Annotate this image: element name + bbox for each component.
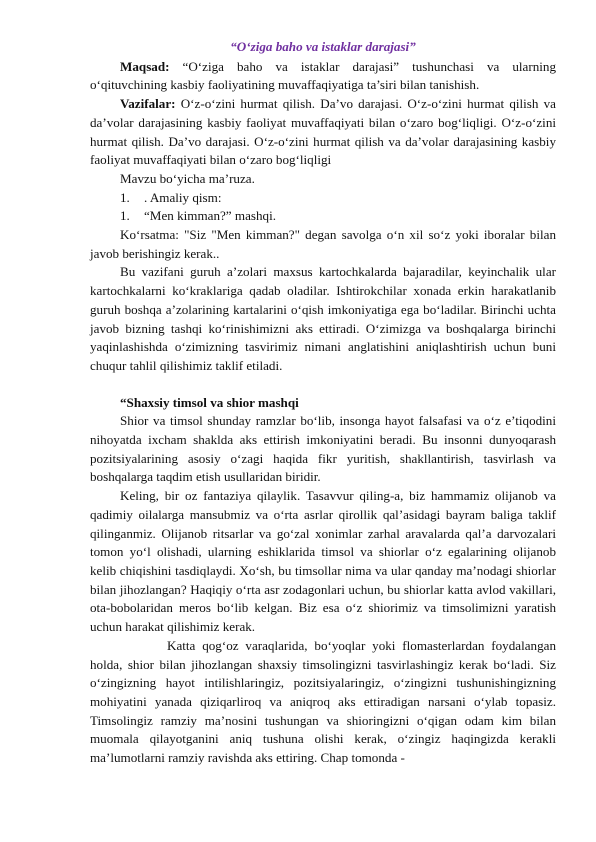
goal-label: Maqsad:	[120, 58, 170, 74]
item-number: 1.	[120, 208, 130, 224]
numbered-item	[90, 189, 556, 208]
item-text: . Amaliy qism:	[144, 189, 222, 205]
lecture-line: Mavzu bo‘yicha ma’ruza.	[120, 170, 255, 186]
fantasy-paragraph: Keling, bir oz fantaziya qilaylik. Tasavvur qiling-a, biz hammamiz olijanob va qadimiy oilalarga mansubmiz va o‘rta asrlar qirollik qal’asidagi bayram baliga taklif qilinganmiz. Olijanob ritsarlar va go‘zal xonimlar zarhal aravalarda qal’a darvozalari tomon yo‘l olishadi, ularning eshiklarida timsol va shiorlar o‘z egalarining olijanob kelib chiqishini tasdiqlaydi. Xo‘sh, bu timsollar nima va ular qanday ma’nodagi shiorlar bilan jihozlangan? Haqiqiy o‘rta asr zodagonlari uchun, bu shiorlar katta avlod vakillari, ota-bobolaridan meros bo‘lib kelgan. Biz esa o‘z shiorimiz va timsolimizni yaratish uchun harakat qilishimiz kerak.	[90, 488, 556, 635]
tasks-text: O‘z-o‘zini hurmat qilish. Da’vo darajasi. O‘z-o‘zini hurmat qilish va da’volar darajasining kasbiy faoliyat muvaffaqiyati bilan o‘zaro bog‘liqligi. O‘z-o‘zini hurmat qilish. Da’vo darajasi. O‘z-o‘zini hurmat qilish va da’volar darajasining kasbiy faoliyat muvaffaqiyati bilan o‘zaro bog‘liqligi	[90, 96, 556, 168]
instruction-paragraph: Ko‘rsatma: "Siz "Men kimman?" degan savolga o‘n xil so‘z yoki iboralar bilan javob berishingiz kerak..	[90, 227, 556, 261]
symbol-paragraph: Shior va timsol shunday ramzlar bo‘lib, insonga hayot falsafasi va o‘z e’tiqodini nihoyatda ixcham shaklda aks ettirish imkoniyatini beradi. Bu insonni dunyoqarash pozitsiyalarining asosiy o‘zagi haqida fikr yuritish, shakllantirish, tasvirlash va boshqalarga taqdim etish usullaridan biridir.	[90, 413, 556, 485]
task-description-paragraph: Bu vazifani guruh a’zolari maxsus kartochkalarda bajaradilar, keyinchalik ular kartochkalarni ko‘kraklariga qadab oladilar. Ishtirokchilar xonada erkin harakatlanib guruh boshqa a’zolarining kartalarini o‘qish imkoniyatiga ega bo‘ladilar. Birinchi uchta javob bizning tashqi ko‘rinishimizni aks ettiradi. O‘zimizga va boshqalarga birinchi yaqinlashishda o‘zimizning tasvirimiz nimani anglatishini aniqlashtirish uchun buni chuqur tahlil qilishimiz taklif etiladi.	[90, 264, 556, 373]
goal-text: “O‘ziga baho va istaklar darajasi” tushunchasi va ularning o‘qituvchining kasbiy faoliyatining muvaffaqiyatiga ta’siri bilan tanishish.	[90, 58, 556, 93]
item-number: 1.	[120, 189, 130, 205]
drawing-paragraph: Katta qog‘oz varaqlarida, bo‘yoqlar yoki flomasterlardan foydalangan holda, shior bilan jihozlangan shaxsiy timsolingizni tasvirlashingiz kerak bo‘ladi. Siz o‘zingizning hayot intilishlaringiz, pozitsiyalaringiz, o‘zingizni tushunishingizning mohiyatini yanada qiziqarliroq va aniqroq aks ettiradigan narsani o‘ylab topasiz. Timsolingiz ramziy ma’nosini tushungan va shioringizni o‘qigan odam kim bilan muomala qilayotganini aniq tushuna olishi kerak, o‘zingiz haqingizda kerakli ma’lumotlarni ramziy ravishda aks ettiring. Chap tomonda -	[90, 637, 556, 766]
paragraph-gap	[90, 376, 556, 394]
numbered-item	[90, 207, 556, 226]
section-heading: “Shaxsiy timsol va shior mashqi	[120, 394, 299, 410]
tasks-label: Vazifalar:	[120, 96, 176, 112]
item-text: “Men kimman?” mashqi.	[144, 208, 276, 224]
document-page	[90, 38, 556, 768]
goal-paragraph	[90, 58, 556, 95]
tasks-paragraph	[90, 95, 556, 170]
document-title: “O‘ziga baho va istaklar darajasi”	[230, 39, 416, 54]
